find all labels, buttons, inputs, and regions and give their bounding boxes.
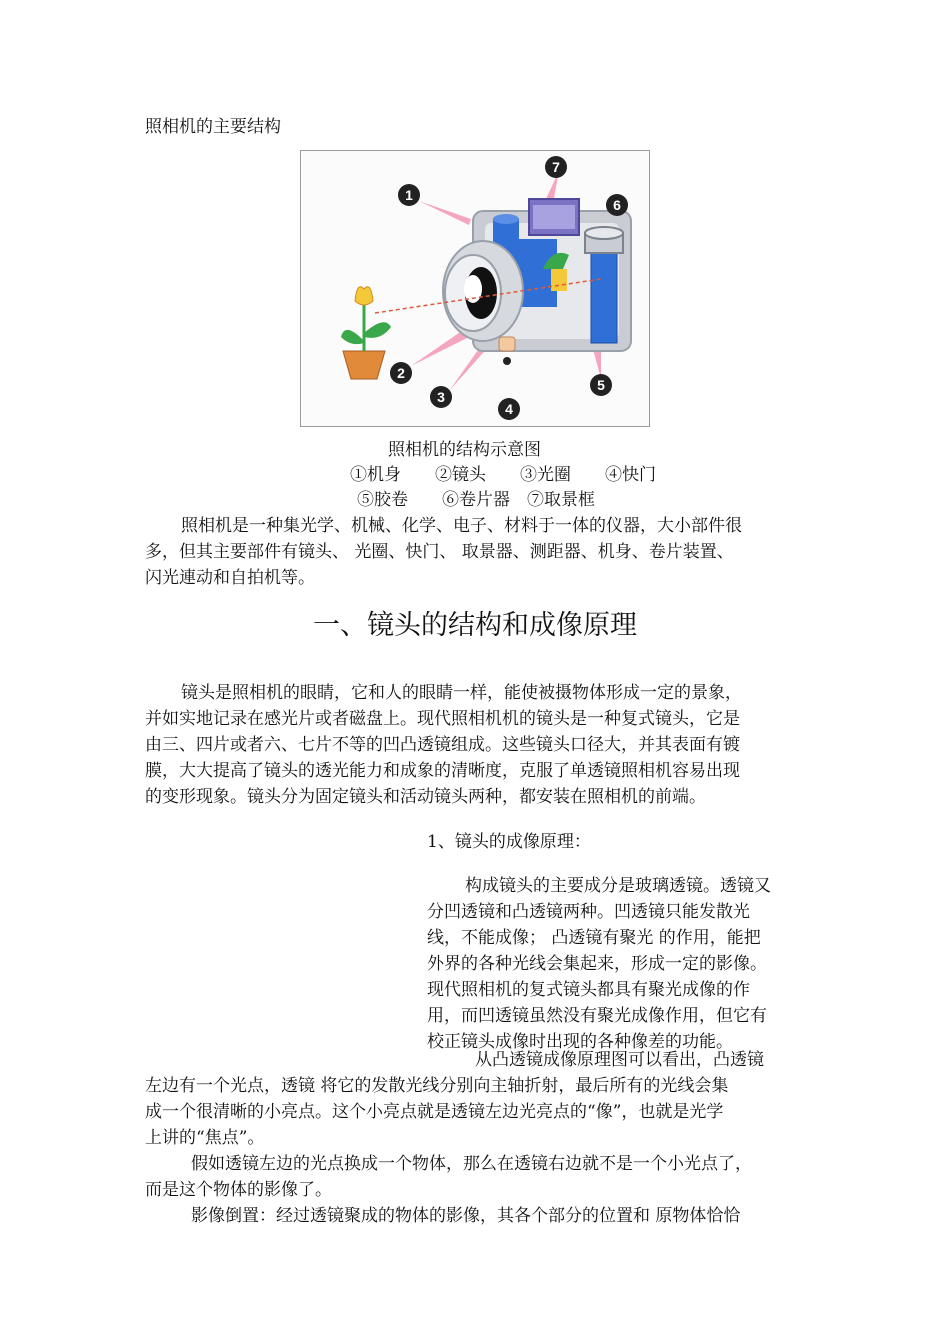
svg-text:3: 3 <box>437 389 445 405</box>
svg-text:4: 4 <box>505 401 513 417</box>
shutter-hand <box>499 337 515 351</box>
marker-1 <box>398 184 420 206</box>
marker-5 <box>590 374 612 396</box>
text-line: 并如实地记录在感光片或者磁盘上。现代照相机机的镜头是一种复式镜头，它是 <box>145 709 740 729</box>
flower-leaf-right <box>364 322 391 338</box>
text-line: 闪光連动和自拍机等。 <box>145 568 315 588</box>
marker-4 <box>498 398 520 420</box>
subsection-title: 1、镜头的成像原理： <box>427 832 591 852</box>
intro-label: 照相机的主要结构 <box>145 117 281 137</box>
figure-caption: 照相机的结构示意图 <box>388 440 541 460</box>
figure-legend-line1: ①机身 ②镜头 ③光圈 ④快门 <box>350 465 656 485</box>
text-line: 成一个很清晰的小亮点。这个小亮点就是透镜左边光亮点的“像”，也就是光学 <box>145 1102 724 1122</box>
svg-text:6: 6 <box>613 197 621 213</box>
film-canister-top <box>493 214 519 224</box>
section-paragraph <box>145 680 810 810</box>
camera-structure-figure <box>300 150 650 427</box>
marker-3 <box>430 386 452 408</box>
svg-text:1: 1 <box>405 187 413 203</box>
focus-paragraph <box>145 1047 810 1151</box>
section-title: 一、镜头的结构和成像原理 <box>313 610 637 641</box>
text-line: 线，不能成像； 凸透镜有聚光 的作用，能把 <box>427 928 761 948</box>
text-line: 膜，大大提高了镜头的透光能力和成象的清晰度，克服了单透镜照相机容易出现 <box>145 761 740 781</box>
svg-text:5: 5 <box>597 377 605 393</box>
marker-2 <box>390 362 412 384</box>
text-line: 多，但其主要部件有镜头、 光圈、快门、 取景器、测距器、机身、卷片装置、 <box>145 542 734 562</box>
flower-bloom <box>355 287 373 305</box>
figure-legend-line2: ⑤胶卷 ⑥卷片器 ⑦取景框 <box>357 490 595 510</box>
text-line: 构成镜头的主要成分是玻璃透镜。透镜又 <box>465 876 771 896</box>
object-paragraph <box>145 1151 810 1203</box>
inversion-paragraph <box>145 1203 810 1229</box>
text-line: 校正镜头成像时出现的各种像差的功能。 <box>427 1032 733 1052</box>
svg-text:7: 7 <box>552 159 560 175</box>
text-line: 的变形现象。镜头分为固定镜头和活动镜头两种，都安装在照相机的前端。 <box>145 787 706 807</box>
text-line: 由三、四片或者六、七片不等的凹凸透镜组成。这些镜头口径大，并其表面有镀 <box>145 735 740 755</box>
lens-paragraph <box>427 873 810 1055</box>
flower-pot <box>343 351 385 379</box>
text-line: 照相机是一种集光学、机械、化学、电子、材料于一体的仪器，大小部件很 <box>181 516 742 536</box>
text-line: 从凸透镜成像原理图可以看出，凸透镜 <box>475 1050 764 1070</box>
text-line: 现代照相机的复式镜头都具有聚光成像的作 <box>427 980 750 1000</box>
shutter-button <box>503 357 511 365</box>
text-line: 假如透镜左边的光点换成一个物体，那么在透镜右边就不是一个小光点了， <box>191 1154 752 1174</box>
text-line: 分凹透镜和凸透镜两种。凹透镜只能发散光 <box>427 902 750 922</box>
svg-text:2: 2 <box>397 365 405 381</box>
film-winder <box>591 247 617 343</box>
text-line: 影像倒置：经过透镜聚成的物体的影像，其各个部分的位置和 原物体恰恰 <box>191 1206 741 1226</box>
text-line: 用，而凹透镜虽然没有聚光成像作用，但它有 <box>427 1006 767 1026</box>
text-line: 镜头是照相机的眼睛，它和人的眼睛一样，能使被摄物体形成一定的景象， <box>181 683 742 703</box>
camera-diagram <box>301 151 649 426</box>
marker-7 <box>545 156 567 178</box>
winder-knob-top <box>585 227 623 239</box>
flower-leaf-left <box>341 330 364 344</box>
viewfinder-window <box>533 205 575 229</box>
text-line: 而是这个物体的影像了。 <box>145 1180 332 1200</box>
text-line: 外界的各种光线会集起来，形成一定的影像。 <box>427 954 767 974</box>
marker-6 <box>606 194 628 216</box>
text-line: 上讲的“焦点”。 <box>145 1128 265 1148</box>
text-line: 左边有一个光点，透镜 将它的发散光线分别向主轴折射，最后所有的光线会集 <box>145 1076 729 1096</box>
intro-paragraph <box>145 513 810 591</box>
mirror-part <box>551 269 567 291</box>
pointer-1 <box>419 201 471 225</box>
